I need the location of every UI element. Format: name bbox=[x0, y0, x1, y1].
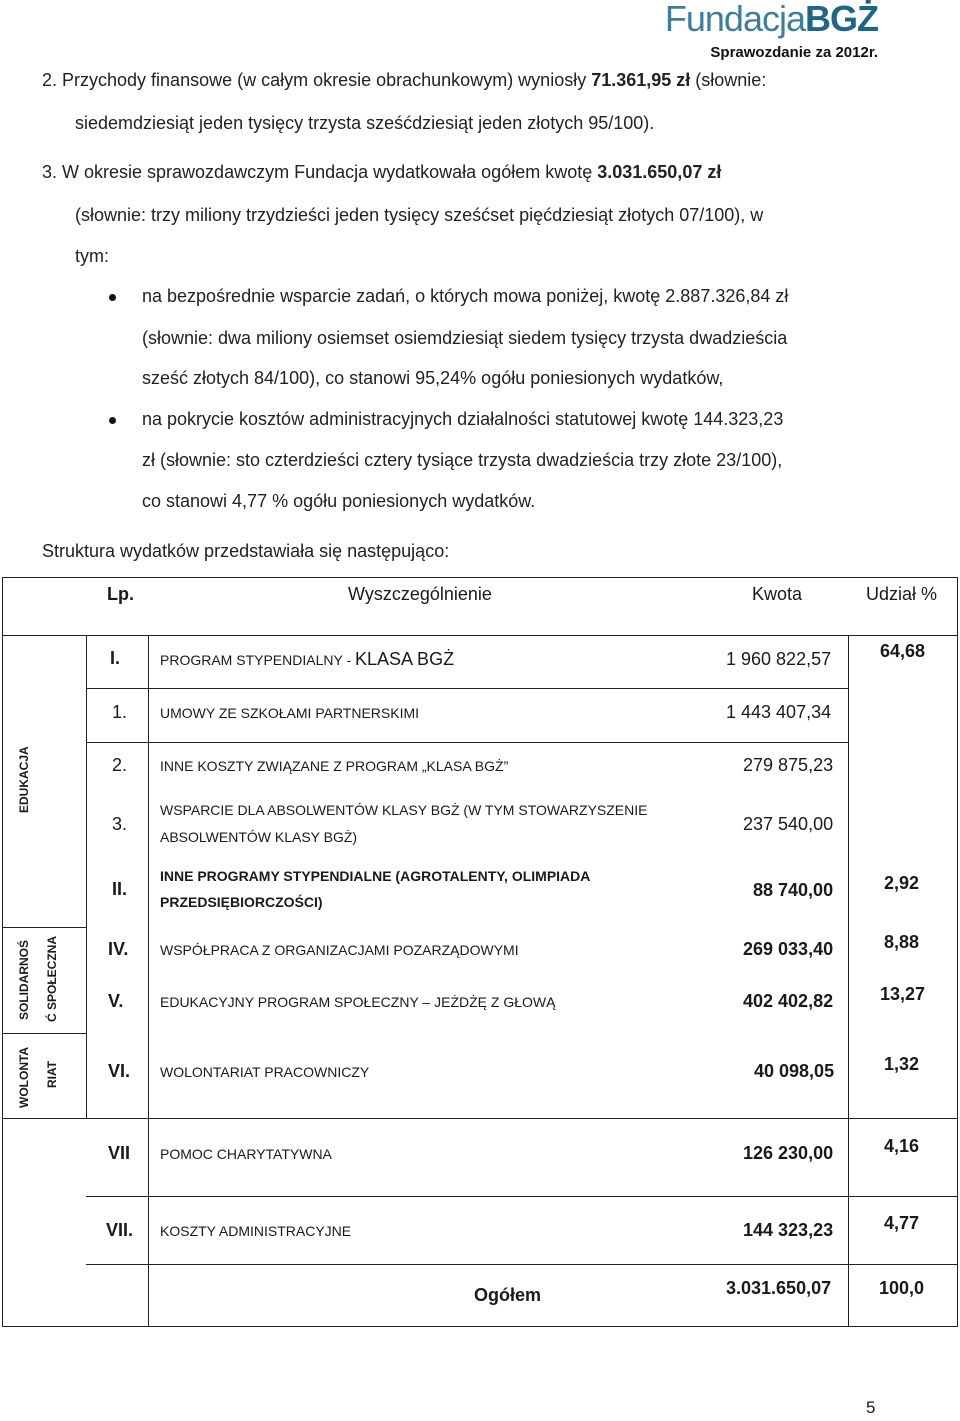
header-description: Wyszczególnienie bbox=[348, 584, 492, 604]
paragraph-3-line-2: (słownie: trzy miliony trzydzieści jeden tysięcy sześćset pięćdziesiąt złotych 07/100), w bbox=[75, 205, 764, 225]
side-label-wolontariat-1: WOLONTA bbox=[17, 1046, 31, 1108]
header-amount: Kwota bbox=[752, 584, 803, 604]
paragraph-2-line-1: 2. Przychody finansowe (w całym okresie obrachunkowym) wyniosły 71.361,95 zł (słownie: bbox=[42, 70, 767, 90]
fundacja-bgz-logo: FundacjaBGŻ bbox=[664, 0, 878, 39]
paragraph-3-line-3: tym: bbox=[75, 246, 109, 266]
bullet-icon bbox=[109, 417, 116, 424]
header-share: Udział % bbox=[866, 584, 938, 604]
bullet-1-line-1: na bezpośrednie wsparcie zadań, o których mowa poniżej, kwotę 2.887.326,84 zł bbox=[142, 286, 789, 306]
page-number: 5 bbox=[866, 1398, 876, 1417]
structure-title: Struktura wydatków przedstawiała się następująco: bbox=[42, 541, 450, 561]
bullet-2-line-1: na pokrycie kosztów administracyjnych działalności statutowej kwotę 144.323,23 bbox=[142, 409, 784, 429]
report-label: Sprawozdanie za 2012r. bbox=[710, 44, 878, 61]
header-lp: Lp. bbox=[107, 584, 134, 604]
bullet-2-line-3: co stanowi 4,77 % ogółu poniesionych wydatków. bbox=[142, 491, 536, 511]
bullet-icon bbox=[109, 294, 116, 301]
side-label-edukacja: EDUKACJA bbox=[17, 746, 31, 813]
paragraph-2-line-2: siedemdziesiąt jeden tysięcy trzysta sześćdziesiąt jeden złotych 95/100). bbox=[75, 113, 655, 133]
bullet-2-line-2: zł (słownie: sto czterdzieści cztery tysiące trzysta dwadzieścia trzy złote 23/100), bbox=[142, 450, 783, 470]
side-label-wolontariat-2: RIAT bbox=[45, 1060, 59, 1088]
side-label-solidarnosc-2: Ć SPOŁECZNA bbox=[45, 935, 59, 1022]
bullet-1-line-3: sześć złotych 84/100), co stanowi 95,24% ogółu poniesionych wydatków, bbox=[142, 368, 724, 388]
paragraph-3-line-1: 3. W okresie sprawozdawczym Fundacja wydatkowała ogółem kwotę 3.031.650,07 zł bbox=[42, 162, 722, 182]
bullet-1-line-2: (słownie: dwa miliony osiemset osiemdziesiąt siedem tysięcy trzysta dwadzieścia bbox=[142, 328, 788, 348]
side-label-solidarnosc-1: SOLIDARNOŚ bbox=[17, 939, 31, 1020]
